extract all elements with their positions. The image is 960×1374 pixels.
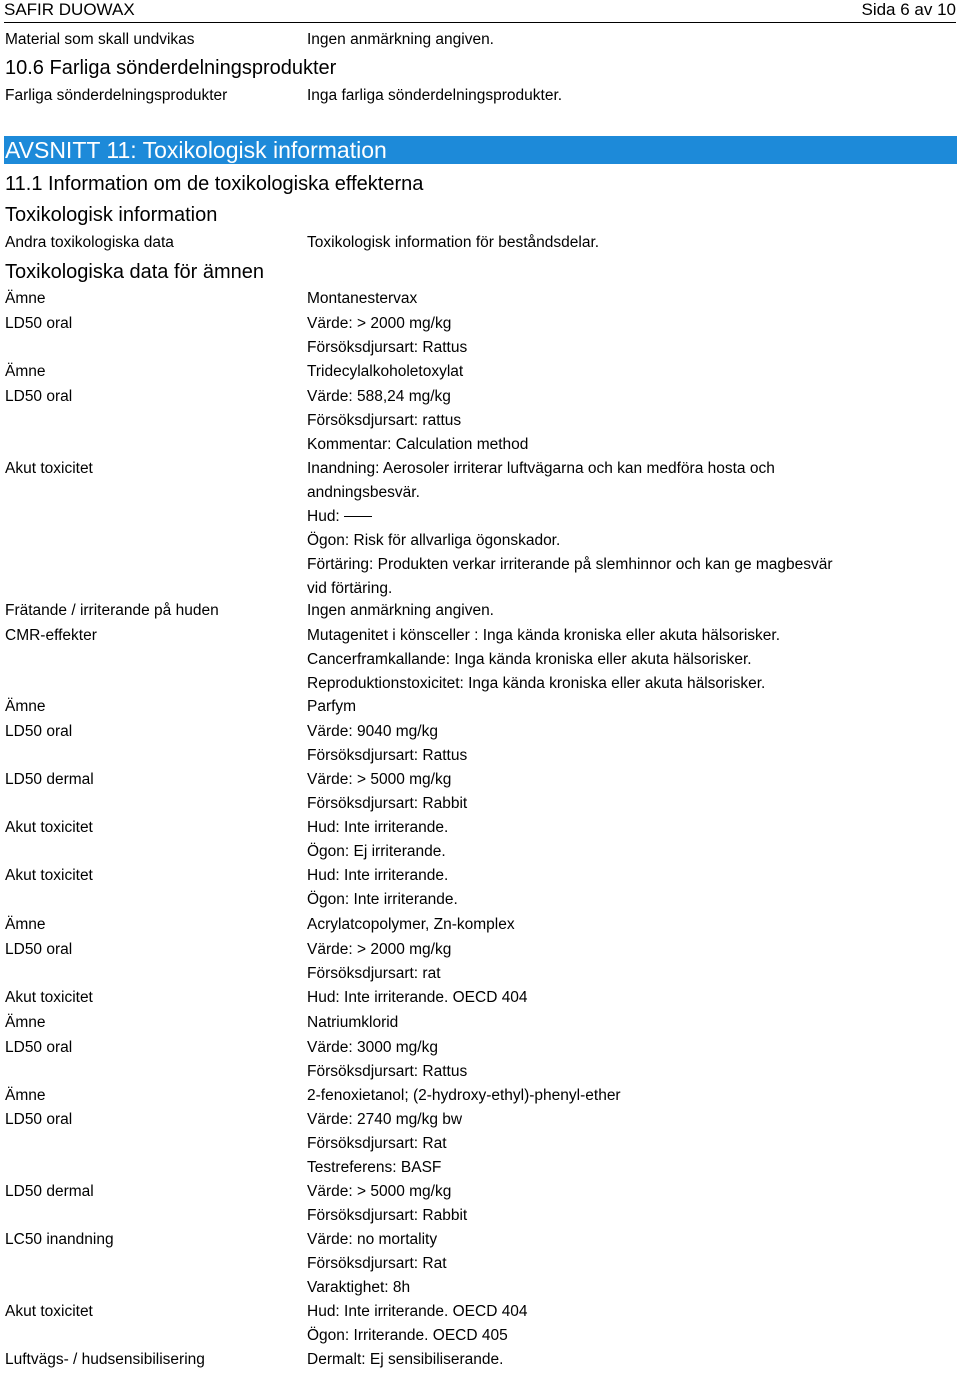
row-value (307, 1011, 927, 1035)
row-label: Ämne (5, 698, 46, 715)
row-value (307, 599, 927, 623)
row-value (307, 864, 927, 912)
value-line: Natriumklorid (307, 1014, 399, 1031)
row-label: LD50 dermal (5, 771, 94, 788)
row-label: LD50 oral (5, 388, 73, 405)
value-line: Värde: 2740 mg/kg bw (307, 1111, 463, 1128)
value-line: Ögon: Inte irriterande. (307, 891, 458, 908)
row-value (307, 287, 927, 311)
row-label: LD50 oral (5, 1111, 73, 1128)
value-line: Värde: > 5000 mg/kg (307, 771, 452, 788)
row-value (307, 1108, 927, 1180)
row-value (307, 1228, 927, 1300)
row-label: Luftvägs- / hudsensibilisering (5, 1351, 205, 1368)
document-title: SAFIR DUOWAX (4, 0, 135, 19)
value-line: Värde: > 2000 mg/kg (307, 315, 452, 332)
value-line: Hud: Inte irriterande. (307, 819, 449, 836)
section-11-bar: AVSNITT 11: Toxikologisk information (4, 136, 957, 164)
value-line: Testreferens: BASF (307, 1159, 442, 1176)
row-value (307, 938, 927, 986)
row-value (307, 457, 927, 601)
row-value (307, 1036, 927, 1084)
value-line: Försöksdjursart: Rabbit (307, 795, 468, 812)
row-label: CMR-effekter (5, 627, 97, 644)
row-value (307, 1084, 927, 1108)
value-line: Hud: Inte irriterande. OECD 404 (307, 989, 528, 1006)
value-line: Varaktighet: 8h (307, 1279, 411, 1296)
value-line: Värde: no mortality (307, 1231, 438, 1248)
avoid-materials-label: Material som skall undvikas (5, 31, 195, 48)
value-line: Mutagenitet i könsceller : Inga kända kroniska eller akuta hälsorisker. (307, 627, 780, 644)
value-line: Inandning: Aerosoler irriterar luftvägarna och kan medföra hosta och (307, 460, 775, 477)
value-line: Förtäring: Produkten verkar irriterande på slemhinnor och kan ge magbesvär (307, 556, 833, 573)
value-line: Värde: 588,24 mg/kg (307, 388, 451, 405)
page-number: Sida 6 av 10 (861, 0, 956, 19)
row-label: LD50 dermal (5, 1183, 94, 1200)
value-line: Försöksdjursart: Rattus (307, 339, 468, 356)
value-line: Hud: Inte irriterande. (307, 867, 449, 884)
value-line: Dermalt: Ej sensibiliserande. (307, 1351, 504, 1368)
row-value (307, 312, 927, 360)
value-line: Ögon: Risk för allvarliga ögonskador. (307, 532, 561, 549)
row-label: LD50 oral (5, 315, 73, 332)
value-line: Cancerframkallande: Inga kända kroniska eller akuta hälsorisker. (307, 651, 752, 668)
decomposition-value: Inga farliga sönderdelningsprodukter. (307, 87, 563, 104)
value-line: Hud: Inte irriterande. OECD 404 (307, 1303, 528, 1320)
row-label: LC50 inandning (5, 1231, 114, 1248)
value-line: Acrylatcopolymer, Zn-komplex (307, 916, 515, 933)
row-value (307, 1348, 927, 1372)
value-line: Försöksdjursart: rattus (307, 412, 462, 429)
row-label: LD50 oral (5, 723, 73, 740)
value-line: Montanestervax (307, 290, 418, 307)
heading-tox-data: Toxikologiska data för ämnen (5, 261, 265, 283)
row-label: LD50 oral (5, 1039, 73, 1056)
row-value (307, 768, 927, 816)
row-value (307, 913, 927, 937)
row-label: Akut toxicitet (5, 1303, 93, 1320)
row-label: Akut toxicitet (5, 989, 93, 1006)
row-value (307, 1180, 927, 1228)
value-line: Värde: > 2000 mg/kg (307, 941, 452, 958)
row-label: Ämne (5, 1014, 46, 1031)
row-label: LD50 oral (5, 941, 73, 958)
decomposition-label: Farliga sönderdelningsprodukter (5, 87, 228, 104)
value-line: vid förtäring. (307, 580, 393, 597)
heading-10-6: 10.6 Farliga sönderdelningsprodukter (5, 57, 337, 79)
value-line: Försöksdjursart: Rattus (307, 747, 468, 764)
row-label: Ämne (5, 363, 46, 380)
row-value (307, 986, 927, 1010)
value-line: andningsbesvär. (307, 484, 420, 501)
value-line: Ingen anmärkning angiven. (307, 602, 494, 619)
row-label: Ämne (5, 290, 46, 307)
row-value (307, 720, 927, 768)
value-line: 2-fenoxietanol; (2-hydroxy-ethyl)-phenyl-ether (307, 1087, 621, 1104)
row-label: Akut toxicitet (5, 819, 93, 836)
value-line: Värde: 3000 mg/kg (307, 1039, 438, 1056)
row-value (307, 385, 927, 457)
value-line: Ögon: Ej irriterande. (307, 843, 446, 860)
row-label: Akut toxicitet (5, 460, 93, 477)
heading-11-1: 11.1 Information om de toxikologiska effekterna (5, 173, 424, 195)
value-line: Värde: 9040 mg/kg (307, 723, 438, 740)
value-line: Försöksdjursart: Rat (307, 1135, 447, 1152)
dash-mark (344, 516, 372, 517)
row-value (307, 360, 927, 384)
value-line: Tridecylalkoholetoxylat (307, 363, 464, 380)
page-header (4, 0, 956, 23)
value-line: Försöksdjursart: Rattus (307, 1063, 468, 1080)
row-value (307, 816, 927, 864)
row-value (307, 1300, 927, 1348)
other-tox-label: Andra toxikologiska data (5, 234, 174, 251)
other-tox-value: Toxikologisk information för beståndsdelar. (307, 234, 600, 251)
value-line: Reproduktionstoxicitet: Inga kända kroniska eller akuta hälsorisker. (307, 675, 766, 692)
value-line: Hud: (307, 505, 927, 529)
value-line: Försöksdjursart: Rabbit (307, 1207, 468, 1224)
avoid-materials-value: Ingen anmärkning angiven. (307, 31, 494, 48)
row-label: Akut toxicitet (5, 867, 93, 884)
value-line: Försöksdjursart: Rat (307, 1255, 447, 1272)
row-label: Ämne (5, 916, 46, 933)
value-line: Ögon: Irriterande. OECD 405 (307, 1327, 508, 1344)
value-line: Parfym (307, 698, 357, 715)
row-value (307, 695, 927, 719)
value-line: Försöksdjursart: rat (307, 965, 441, 982)
row-label: Frätande / irriterande på huden (5, 602, 219, 619)
value-line: Värde: > 5000 mg/kg (307, 1183, 452, 1200)
heading-tox-info: Toxikologisk information (5, 204, 218, 226)
value-line: Kommentar: Calculation method (307, 436, 529, 453)
row-value (307, 624, 927, 696)
row-label: Ämne (5, 1087, 46, 1104)
